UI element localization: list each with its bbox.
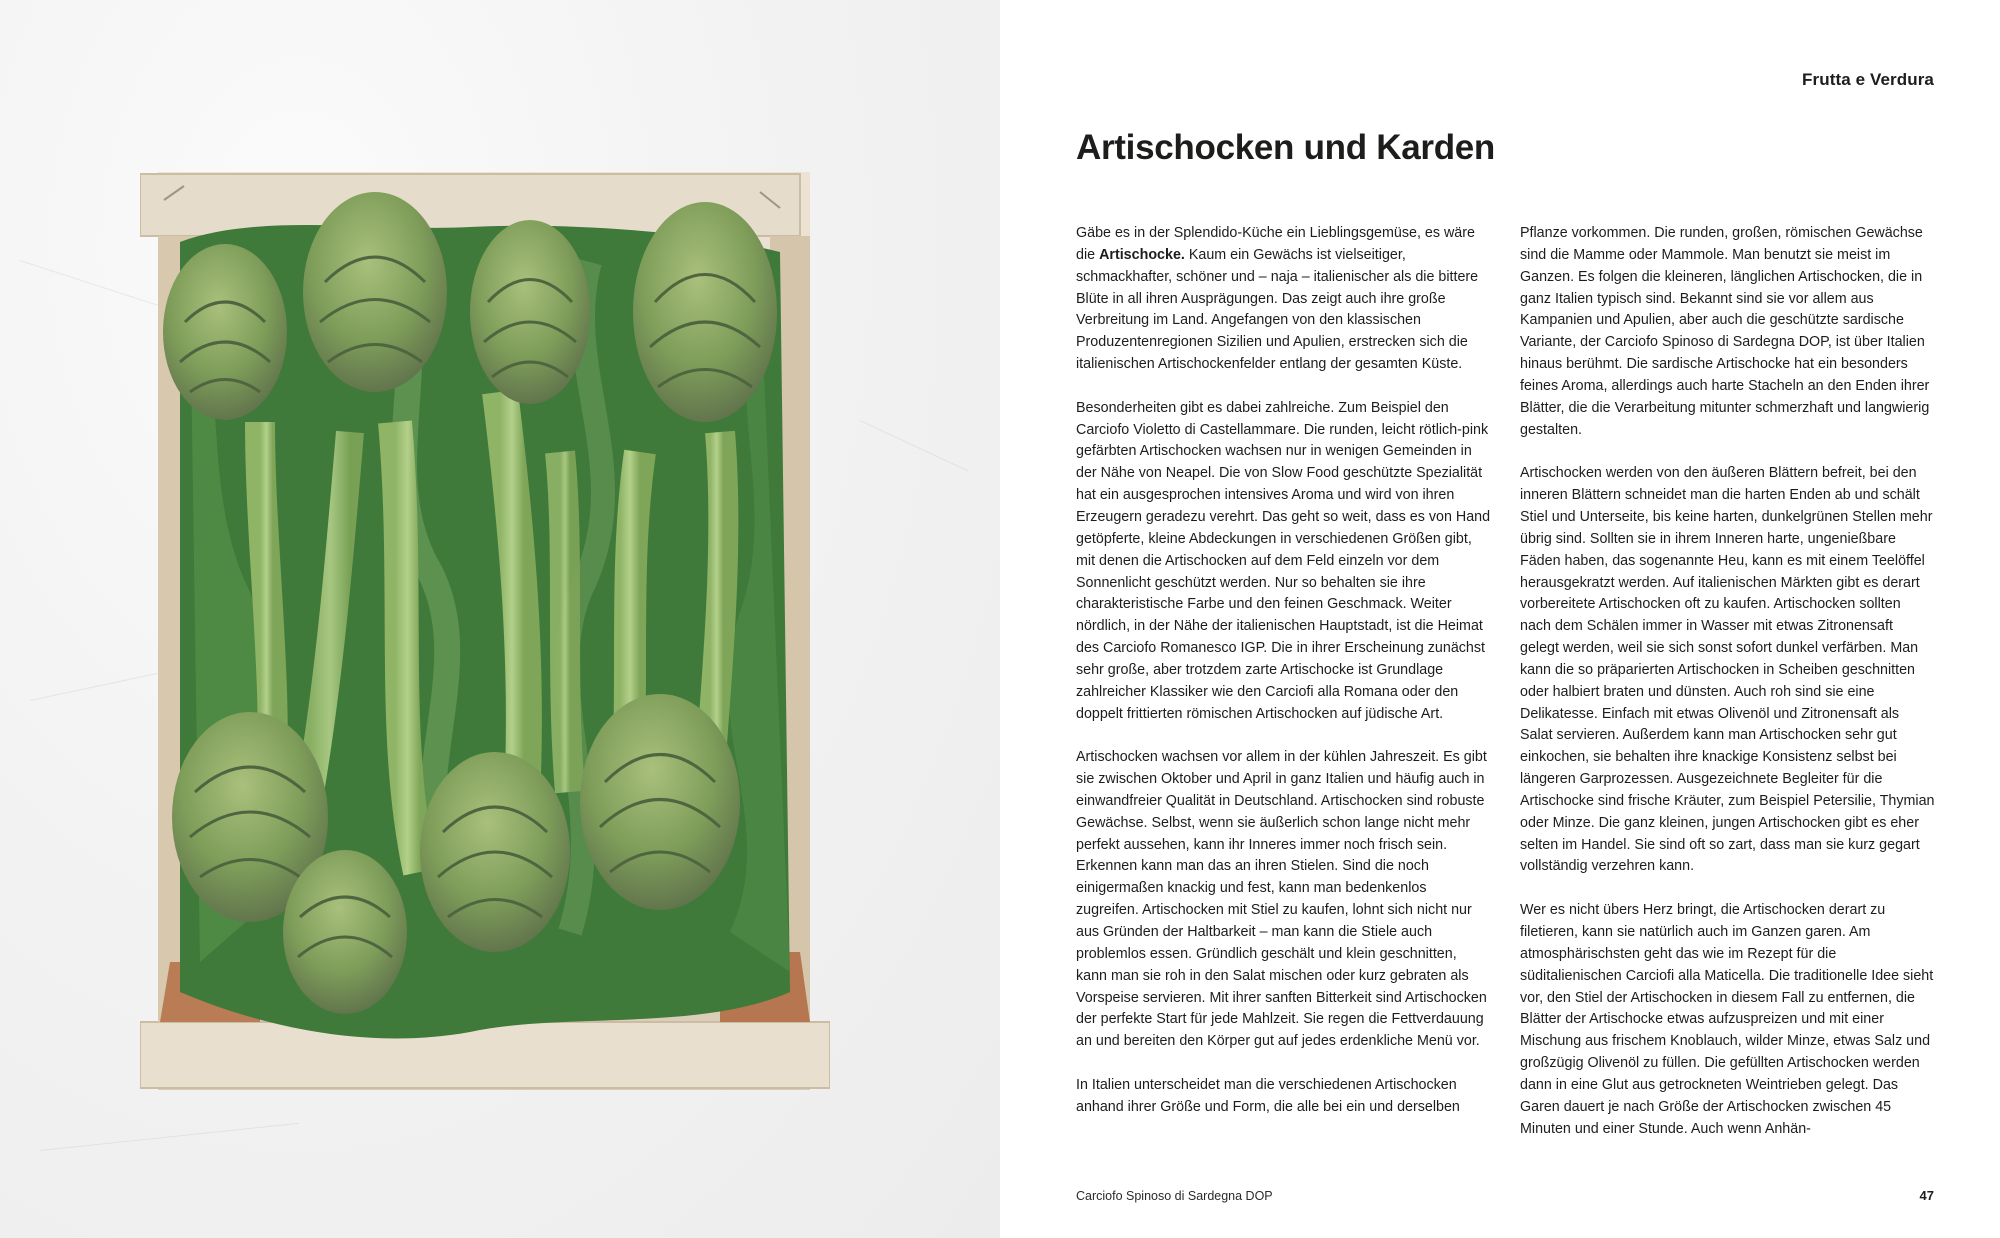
artichoke-crate-illustration <box>140 172 830 1090</box>
paragraph: Gäbe es in der Splendido-Küche ein Lieblingsgemüse, es wäre die Artischocke. Kaum ein Gewächs ist vielseitiger, schmackhafter, schöner und – naja – italienischer als die bittere Blüte in all ihren Ausprägungen. Das zeigt auch ihre große Verbreitung im Land. Angefangen von den klassischen Produzentenregionen Sizilien und Apulien, erstrecken sich die italienischen Artischockenfelder entlang der gesamten Küste. <box>1076 225 1479 373</box>
paragraph: Artischocken werden von den äußeren Blättern befreit, bei den inneren Blättern schneidet man die harten Enden ab und schält Stiel und Unterseite, bis keine harten, dunkelgrünen Stellen mehr übrig sind. Sollten sie in ihrem Inneren harte, ungenießbare Fäden haben, das sogenannte Heu, kann es mit einem Teelöffel herausgekratzt werden. Auf italienischen Märkten gibt es derart vorbereitete Artischocken oft zu kaufen. Artischocken sollten nach dem Schälen immer in Wasser mit etwas Zitronensaft gelegt werden, weil sie sich sonst sofort dunkel verfärben. Man kann die so präparierten Artischocken in Scheiben geschnitten oder halbiert braten und dünsten. Auch roh sind sie eine Delikatesse. Einfach mit etwas Olivenöl und Zitronensaft als Salat servieren. Außerdem kann man Artischocken sehr gut einkochen, sie behalten ihre knackige Konsistenz selbst bei längeren Garprozessen. Ausgezeichnete Begleiter für die Artischocke sind frische Kräuter, zum Beispiel Petersilie, Thymian oder Minze. Die ganz kleinen, jungen Artischocken gibt es eher selten im Handel. Sie sind oft so zart, dass man sie kurz gegart vollständig verzehren kann. <box>1520 465 1935 875</box>
artichoke-head <box>633 202 777 422</box>
artichoke-head <box>163 244 287 420</box>
paragraph: In Italien unterscheidet man die verschiedenen Artischocken anhand ihrer Größe und Form, die alle bei ein und derselben <box>1076 1076 1460 1115</box>
photo-caption: Carciofo Spinoso di Sardegna DOP <box>1076 1189 1273 1203</box>
text-column-right <box>1520 223 1935 1140</box>
artichoke-crate-photo <box>140 172 830 1090</box>
artichoke-head <box>283 850 407 1014</box>
artichoke-head <box>470 220 590 404</box>
paragraph: Wer es nicht übers Herz bringt, die Artischocken derart zu filetieren, kann sie natürlich auch im Ganzen garen. Am atmosphärischsten geht das wie im Rezept für die süditalienischen Carciofi alla Maticella. Die traditionelle Idee sieht vor, den Stiel der Artischocken in diesem Fall zu entfernen, die Blätter der Artischocke etwas aufzuspreizen und mit einer Mischung aus frischem Knoblauch, wilder Minze, etwas Salz und großzügig Olivenöl zu füllen. Die gefüllten Artischocken werden dann in eine Glut aus getrockneten Weintrieben gelegt. Das Garen dauert je nach Größe der Artischocken zwischen 45 Minuten und einer Stunde. Auch wenn Anhän- <box>1520 902 1934 1137</box>
marble-texture <box>40 1123 299 1151</box>
page-number: 47 <box>1919 1188 1934 1203</box>
paragraph: Besonderheiten gibt es dabei zahlreiche. Zum Beispiel den Carciofo Violetto di Castellammare. Die runden, leicht rötlich-pink gefärbten Artischocken wachsen nur in wenigen Gemeinden in der Nähe von Neapel. Die von Slow Food geschützte Spezialität hat ein ausgesprochen intensives Aroma und wird von ihren Erzeugern geradezu verehrt. Das geht so weit, dass es von Hand getöpferte, kleine Abdeckungen in verschiedenen Größen gibt, mit denen die Artischocken auf dem Feld einzeln vor dem Sonnenlicht geschützt werden. Nur so behalten sie ihre charakteristische Farbe und den feinen Geschmack. Weiter nördlich, in der Nähe der italienischen Hauptstadt, ist die Heimat des Carciofo Romanesco IGP. Die in ihrer Erscheinung zunächst sehr große, aber trotzdem zarte Artischocke ist Grundlage zahlreicher Klassiker wie den Carciofi alla Romana oder den doppelt frittierten römischen Artischocken auf jüdische Art. <box>1076 399 1491 722</box>
paragraph: Pflanze vorkommen. Die runden, großen, römischen Gewächse sind die Mamme oder Mammole. Man benutzt sie meist im Ganzen. Es folgen die kleineren, länglichen Artischocken, die in ganz Italien typisch sind. Bekannt sind sie vor allem aus Kampanien und Apulien, aber auch die geschützte sardische Variante, der Carciofo Spinoso di Sardegna DOP, ist über Italien hinaus berühmt. Die sardische Artischocke hat ein besonders feines Aroma, allerdings auch harte Stacheln an den Enden ihrer Blätter, die die Verarbeitung mitunter schmerzhaft und langwierig gestalten. <box>1520 225 1930 438</box>
paragraph: Artischocken wachsen vor allem in der kühlen Jahreszeit. Es gibt sie zwischen Oktober und April in ganz Italien und häufig auch in einwandfreier Qualität in Deutschland. Artischocken sind robuste Gewächse. Selbst, wenn sie äußerlich schon lange nicht mehr perfekt aussehen, kann ihr Inneres immer noch frisch sein. Erkennen kann man das an ihren Stielen. Sind die noch einigermaßen knackig und fest, kann man bedenkenlos zugreifen. Artischocken mit Stiel zu kaufen, lohnt sich nicht nur aus Gründen der Haltbarkeit – man kann die Stiele auch problemlos essen. Gründlich geschält und klein geschnitten, kann man sie roh in den Salat mischen oder kurz gebraten als Vorspeise servieren. Mit ihrer sanften Bitterkeit sind Artischocken der perfekte Start für jede Mahlzeit. Sie regen die Fettverdauung an und bereiten den Körper gut auf jedes erdenkliche Menü vor. <box>1076 749 1487 1050</box>
artichoke-head <box>420 752 570 952</box>
text-page <box>1000 0 2000 1238</box>
page-title: Artischocken und Karden <box>1076 128 1496 167</box>
marble-texture <box>860 420 969 472</box>
artichoke-head <box>580 694 740 910</box>
emphasis-artischocke: Artischocke. <box>1099 246 1185 263</box>
artichoke-head <box>303 192 447 392</box>
section-label: Frutta e Verdura <box>1802 70 1934 89</box>
text-column-left <box>1076 223 1491 1119</box>
